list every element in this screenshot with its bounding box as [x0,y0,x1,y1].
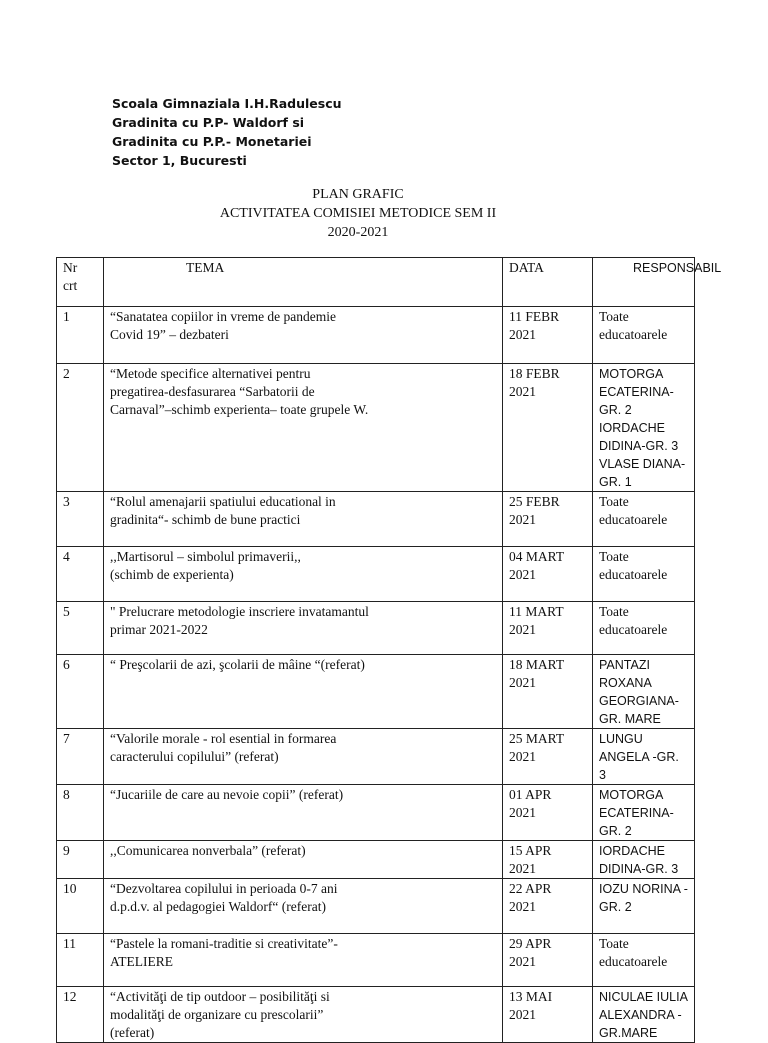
row-data: 22 APR 2021 [503,879,593,934]
activity-plan-table [56,257,722,1043]
table-header-row [57,258,695,307]
row-number: 1 [57,307,104,364]
document-title [0,185,716,242]
title-line-2: ACTIVITATEA COMISIEI METODICE SEM II [219,206,497,221]
row-tema: “Jucariile de care au nevoie copii” (referat) [104,785,503,841]
row-tema: “ Preşcolarii de azi, şcolarii de mâine “(referat) [104,655,503,729]
row-tema: “Pastele la romani-traditie si creativitate”- ATELIERE [104,934,503,987]
row-number: 10 [57,879,104,934]
header-data: DATA [503,258,593,307]
table-row [57,655,695,729]
table-row [57,492,695,547]
table-row [57,729,695,785]
table-row [57,987,695,1043]
header-tema: TEMA [104,258,503,307]
row-responsabil: MOTORGA ECATERINA-GR. 2 [593,785,695,841]
row-number: 12 [57,987,104,1043]
kindergarten-waldorf: Gradinita cu P.P- Waldorf si [112,115,305,130]
row-tema: “Activităţi de tip outdoor – posibilităţi si modalităţi de organizare cu prescolarii” (referat) [104,987,503,1043]
row-number: 6 [57,655,104,729]
row-number: 7 [57,729,104,785]
table-row [57,307,695,364]
table-row [57,547,695,602]
row-responsabil: MOTORGA ECATERINA-GR. 2 IORDACHE DIDINA-GR. 3 VLASE DIANA-GR. 1 [593,364,695,492]
school-name: Scoala Gimnaziala I.H.Radulescu [112,96,342,111]
title-line-3: 2020-2021 [327,225,389,240]
row-data: 25 MART 2021 [503,729,593,785]
header-responsabil: RESPONSABIL [593,258,695,307]
kindergarten-monetariei: Gradinita cu P.P.- Monetariei [112,134,312,149]
header-nr-crt: Nr crt [57,258,104,307]
row-tema: " Prelucrare metodologie inscriere invatamantul primar 2021-2022 [104,602,503,655]
row-data: 11 FEBR 2021 [503,307,593,364]
row-data: 29 APR 2021 [503,934,593,987]
row-responsabil: IOZU NORINA -GR. 2 [593,879,695,934]
row-data: 11 MART 2021 [503,602,593,655]
row-number: 5 [57,602,104,655]
row-responsabil: Toate educatoarele [593,602,695,655]
row-data: 18 FEBR 2021 [503,364,593,492]
row-number: 3 [57,492,104,547]
row-tema: “Sanatatea copiilor in vreme de pandemie Covid 19” – dezbateri [104,307,503,364]
row-tema: “Dezvoltarea copilului in perioada 0-7 ani d.p.d.v. al pedagogiei Waldorf“ (referat) [104,879,503,934]
row-tema: ,,Comunicarea nonverbala” (referat) [104,841,503,879]
row-responsabil: PANTAZI ROXANA GEORGIANA- GR. MARE [593,655,695,729]
row-number: 8 [57,785,104,841]
row-responsabil: NICULAE IULIA ALEXANDRA - GR.MARE [593,987,695,1043]
district-city: Sector 1, Bucuresti [112,153,247,168]
row-responsabil: Toate educatoarele [593,492,695,547]
row-number: 4 [57,547,104,602]
row-data: 01 APR 2021 [503,785,593,841]
school-header [112,94,342,170]
row-tema: “Valorile morale - rol esential in formarea caracterului copilului” (referat) [104,729,503,785]
row-responsabil: IORDACHE DIDINA-GR. 3 [593,841,695,879]
row-number: 2 [57,364,104,492]
row-tema: “Rolul amenajarii spatiului educational in gradinita“- schimb de bune practici [104,492,503,547]
table-row [57,602,695,655]
row-number: 11 [57,934,104,987]
row-responsabil: Toate educatoarele [593,547,695,602]
row-responsabil: Toate educatoarele [593,307,695,364]
table-body [57,307,695,1043]
row-data: 13 MAI 2021 [503,987,593,1043]
row-data: 04 MART 2021 [503,547,593,602]
title-line-1: PLAN GRAFIC [312,187,404,202]
table-row [57,364,695,492]
row-tema: “Metode specifice alternativei pentru pregatirea-desfasurarea “Sarbatorii de Carnaval”–schimb experienta– toate grupele W. [104,364,503,492]
table-row [57,841,695,879]
row-responsabil: LUNGU ANGELA -GR. 3 [593,729,695,785]
row-tema: ,,Martisorul – simbolul primaverii,, (schimb de experienta) [104,547,503,602]
table-row [57,879,695,934]
table-row [57,785,695,841]
row-data: 18 MART 2021 [503,655,593,729]
row-responsabil: Toate educatoarele [593,934,695,987]
row-data: 15 APR 2021 [503,841,593,879]
row-number: 9 [57,841,104,879]
row-data: 25 FEBR 2021 [503,492,593,547]
table-row [57,934,695,987]
